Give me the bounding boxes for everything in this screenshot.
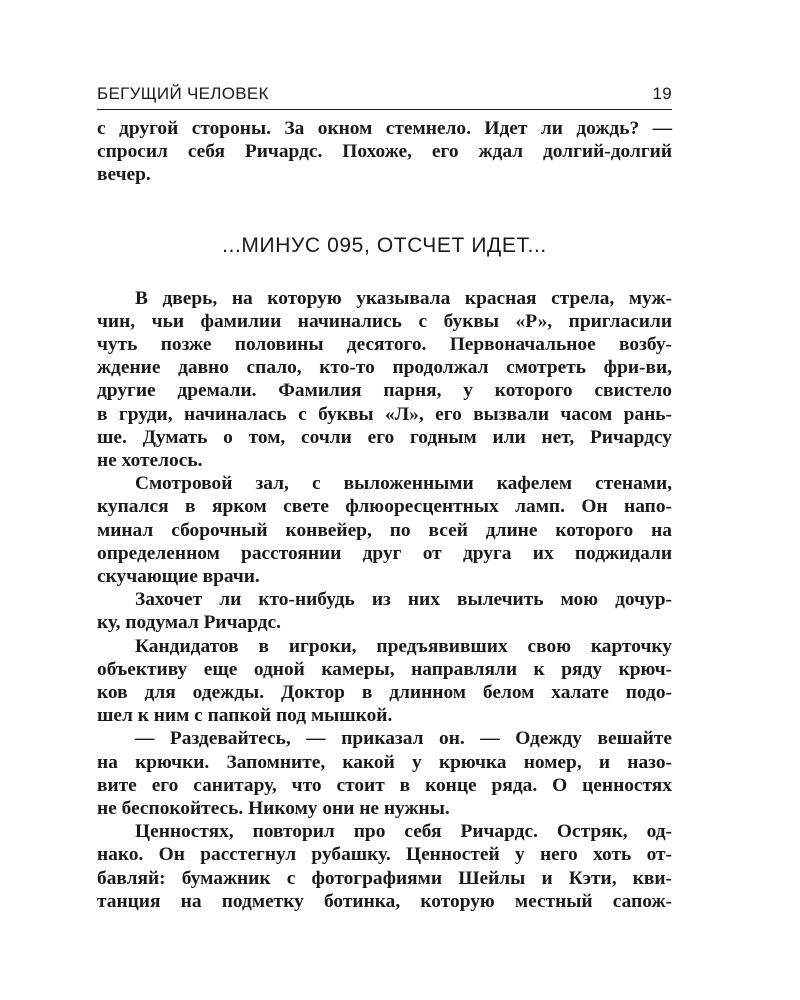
book-title: БЕГУЩИЙ ЧЕЛОВЕК xyxy=(97,84,269,103)
text-line: скучающие врачи. xyxy=(97,566,260,588)
text-line: не беспокойтесь. Никому они не нужны. xyxy=(97,798,450,820)
paragraph xyxy=(97,472,672,588)
text-line: ждение давно спало, кто-то продолжал смотреть фри-ви, xyxy=(97,357,672,379)
text-line: чин, чьи фамилии начинались с буквы «Р», пригласили xyxy=(97,310,672,332)
text-line: вите его санитару, что стоит в конце ряда. О ценностях xyxy=(97,774,672,796)
text-line: чуть позже половины десятого. Первоначальное возбу- xyxy=(97,334,672,356)
paragraph xyxy=(97,635,672,728)
chapter-body xyxy=(97,287,672,913)
text-line: определенном расстоянии друг от друга их поджидали xyxy=(97,542,672,564)
text-line: нако. Он расстегнул рубашку. Ценностей у него хоть от- xyxy=(97,844,672,866)
book-page xyxy=(97,84,672,913)
text-line: — Раздевайтесь, — приказал он. — Одежду вешайте xyxy=(135,728,672,750)
text-line: В дверь, на которую указывала красная стрела, муж- xyxy=(135,287,672,309)
text-line: минал сборочный конвейер, по всей длине которого на xyxy=(97,519,672,541)
text-line: Смотровой зал, с выложенными кафелем стенами, xyxy=(135,473,672,495)
text-line: объективу еще одной камеры, направляли к ряду крюч- xyxy=(97,658,672,680)
text-line: купался в ярком свете флюоресцентных ламп. Он напо- xyxy=(97,496,672,518)
text-line: в груди, начиналась с буквы «Л», его вызвали часом рань- xyxy=(97,403,672,425)
text-line: шел к ним с папкой под мышкой. xyxy=(97,705,393,727)
text-line: ков для одежды. Доктор в длинном белом халате подо- xyxy=(97,682,672,704)
text-line: спросил себя Ричардс. Похоже, его ждал долгий-долгий xyxy=(97,141,672,163)
text-line: другие дремали. Фамилия парня, у которого свистело xyxy=(97,380,672,402)
text-line: ше. Думать о том, сочли его годным или нет, Ричардсу xyxy=(97,426,672,448)
page-number: 19 xyxy=(652,84,672,103)
paragraph xyxy=(97,820,672,913)
running-header xyxy=(97,84,672,110)
text-line: вечер. xyxy=(97,164,151,186)
intro-paragraph xyxy=(97,117,672,187)
text-line: не хотелось. xyxy=(97,450,203,472)
text-line: на крючки. Запомните, какой у крючка номер, и назо- xyxy=(97,751,672,773)
text-line: Кандидатов в игроки, предъявивших свою карточку xyxy=(135,635,672,657)
paragraph xyxy=(97,727,672,820)
paragraph xyxy=(97,588,672,634)
text-line: танция на подметку ботинка, которую местный сапож- xyxy=(97,890,672,912)
paragraph xyxy=(97,287,672,473)
text-line: бавляй: бумажник с фотографиями Шейлы и Кэти, кви- xyxy=(97,867,672,889)
text-line: с другой стороны. За окном стемнело. Идет ли дождь? — xyxy=(97,118,672,139)
chapter-title: ...МИНУС 095, ОТСЧЕТ ИДЕТ... xyxy=(222,233,547,257)
text-line: Ценностях, повторил про себя Ричардс. Остряк, од- xyxy=(135,821,672,843)
text-line: Захочет ли кто-нибудь из них вылечить мою дочур- xyxy=(135,589,672,611)
text-line: ку, подумал Ричардс. xyxy=(97,612,282,634)
